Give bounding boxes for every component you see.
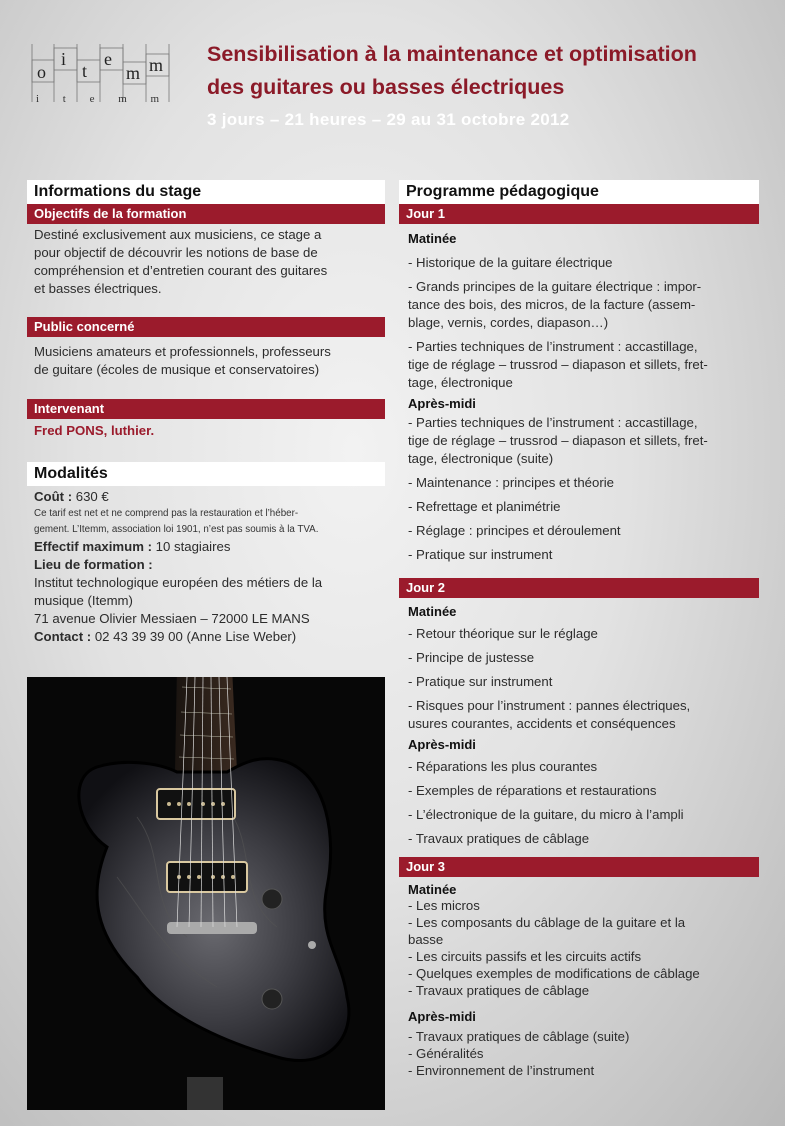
jour1-header: Jour 1 — [399, 204, 759, 224]
cout-note-line: Ce tarif est net et ne comprend pas la restauration et l’héber- — [34, 508, 299, 519]
list-item — [399, 522, 759, 540]
list-item-line: - Parties techniques de l’instrument : accastillage, — [408, 339, 698, 354]
public-text — [27, 343, 385, 379]
header — [207, 38, 777, 130]
list-item: - Les circuits passifs et les circuits actifs — [408, 949, 642, 964]
list-item — [399, 649, 759, 667]
public-header: Public concerné — [27, 317, 385, 337]
info-title: Informations du stage — [27, 180, 385, 204]
guitar-photo — [27, 677, 385, 1110]
jour3-matinee-list — [399, 897, 759, 999]
cout-note — [27, 506, 385, 538]
page-title-line2: des guitares ou basses électriques — [207, 75, 565, 99]
list-item: - Les micros — [408, 898, 480, 913]
list-item — [399, 278, 759, 332]
list-item — [399, 697, 759, 733]
effectif-value: 10 stagiaires — [151, 539, 231, 554]
list-item: - Travaux pratiques de câblage (suite) — [408, 1029, 630, 1044]
list-item-line: - L’électronique de la guitare, du micro à l’ampli — [408, 807, 684, 822]
list-item-line: - Pratique sur instrument — [408, 547, 553, 562]
list-item: - Les composants du câblage de la guitare et la — [408, 915, 686, 930]
logo-letter-m2: m — [149, 55, 164, 75]
modalites-title: Modalités — [27, 462, 385, 486]
list-item — [399, 673, 759, 691]
list-item — [399, 414, 759, 468]
jour1-apres-label: Après-midi — [408, 396, 476, 411]
list-item-line: - Refrettage et planimétrie — [408, 499, 561, 514]
page-subtitle: 3 jours – 21 heures – 29 au 31 octobre 2012 — [207, 110, 570, 129]
guitar-illustration — [27, 677, 385, 1110]
list-item-line: usures courantes, accidents et conséquences — [408, 716, 676, 731]
logo-letter-m1: m — [126, 63, 141, 83]
list-item — [399, 806, 759, 824]
list-item-line: tige de réglage – trussrod – diapason et sillets, fret- — [408, 357, 708, 372]
contact-label: Contact : — [34, 629, 92, 644]
list-item-line: blage, vernis, cordes, diapason…) — [408, 315, 609, 330]
effectif-line — [27, 538, 385, 556]
list-item — [399, 782, 759, 800]
list-item: basse — [408, 932, 444, 947]
objectifs-line: et basses électriques. — [34, 281, 162, 296]
logo-letter-i: i — [61, 49, 67, 69]
list-item-line: - Réglage : principes et déroulement — [408, 523, 621, 538]
list-item-line: - Exemples de réparations et restaurations — [408, 783, 657, 798]
list-item-line: - Maintenance : principes et théorie — [408, 475, 614, 490]
jour2-header: Jour 2 — [399, 578, 759, 598]
list-item — [399, 546, 759, 564]
jour2-matinee-label: Matinée — [408, 604, 457, 619]
list-item — [399, 758, 759, 776]
jour3-apres-label: Après-midi — [408, 1009, 476, 1024]
list-item: - Travaux pratiques de câblage — [408, 983, 590, 998]
objectifs-header: Objectifs de la formation — [27, 204, 385, 224]
right-column — [399, 180, 759, 1079]
jour3-apres-list — [399, 1028, 759, 1079]
list-item-line: tage, électronique (suite) — [408, 451, 554, 466]
page-title-line1: Sensibilisation à la maintenance et optimisation — [207, 42, 697, 66]
cout-note-line: gement. L’Itemm, association loi 1901, n’est pas soumis à la TVA. — [34, 524, 319, 535]
contact-line — [27, 628, 385, 646]
intervenant-header: Intervenant — [27, 399, 385, 419]
list-item — [399, 474, 759, 492]
list-item-line: - Principe de justesse — [408, 650, 535, 665]
cout-line — [27, 488, 385, 506]
public-line: Musiciens amateurs et professionnels, professeurs — [34, 344, 331, 359]
lieu-line: Institut technologique européen des métiers de la — [34, 575, 323, 590]
intervenant-name: Fred PONS, luthier. — [34, 423, 155, 438]
list-item-line: - Pratique sur instrument — [408, 674, 553, 689]
list-item-line: tance des bois, des micros, de la facture (assem- — [408, 297, 696, 312]
cout-label: Coût : — [34, 489, 73, 504]
lieu-line: musique (Itemm) — [34, 593, 133, 608]
lieu-line: 71 avenue Olivier Messiaen – 72000 LE MANS — [34, 611, 310, 626]
logo-wordmark: i t e m m — [36, 93, 170, 105]
list-item-line: - Réparations les plus courantes — [408, 759, 598, 774]
objectifs-line: compréhension et d’entretien courant des guitares — [34, 263, 328, 278]
itemm-logo — [30, 42, 170, 106]
jour3-matinee-label: Matinée — [408, 882, 457, 897]
list-item: - Environnement de l’instrument — [408, 1063, 595, 1078]
list-item — [399, 830, 759, 848]
list-item-line: - Grands principes de la guitare électrique : impor- — [408, 279, 702, 294]
cout-value: 630 € — [72, 489, 109, 504]
lieu-text — [27, 574, 385, 628]
list-item: - Quelques exemples de modifications de câblage — [408, 966, 700, 981]
public-line: de guitare (écoles de musique et conservatoires) — [34, 362, 320, 377]
jour3-header: Jour 3 — [399, 857, 759, 877]
list-item-line: tige de réglage – trussrod – diapason et sillets, fret- — [408, 433, 708, 448]
lieu-label: Lieu de formation : — [34, 557, 153, 572]
list-item — [399, 254, 759, 272]
logo-letter-o: o — [37, 62, 46, 82]
jour2-apres-label: Après-midi — [408, 737, 476, 752]
list-item-line: - Risques pour l’instrument : pannes électriques, — [408, 698, 691, 713]
programme-title: Programme pédagogique — [399, 180, 759, 204]
list-item — [399, 625, 759, 643]
list-item-line: - Retour théorique sur le réglage — [408, 626, 598, 641]
objectifs-line: Destiné exclusivement aux musiciens, ce stage a — [34, 227, 322, 242]
list-item-line: - Parties techniques de l’instrument : accastillage, — [408, 415, 698, 430]
list-item — [399, 338, 759, 392]
list-item — [399, 498, 759, 516]
jour1-matinee-label: Matinée — [408, 231, 457, 246]
list-item-line: tage, électronique — [408, 375, 513, 390]
contact-value: 02 43 39 39 00 (Anne Lise Weber) — [91, 629, 297, 644]
list-item: - Généralités — [408, 1046, 484, 1061]
logo-letter-e: e — [104, 49, 112, 69]
list-item-line: - Travaux pratiques de câblage — [408, 831, 590, 846]
left-column — [27, 180, 385, 646]
objectifs-text — [27, 226, 385, 298]
objectifs-line: pour objectif de découvrir les notions de base de — [34, 245, 318, 260]
list-item-line: - Historique de la guitare électrique — [408, 255, 613, 270]
effectif-label: Effectif maximum : — [34, 539, 152, 554]
logo-letter-t: t — [82, 61, 88, 81]
